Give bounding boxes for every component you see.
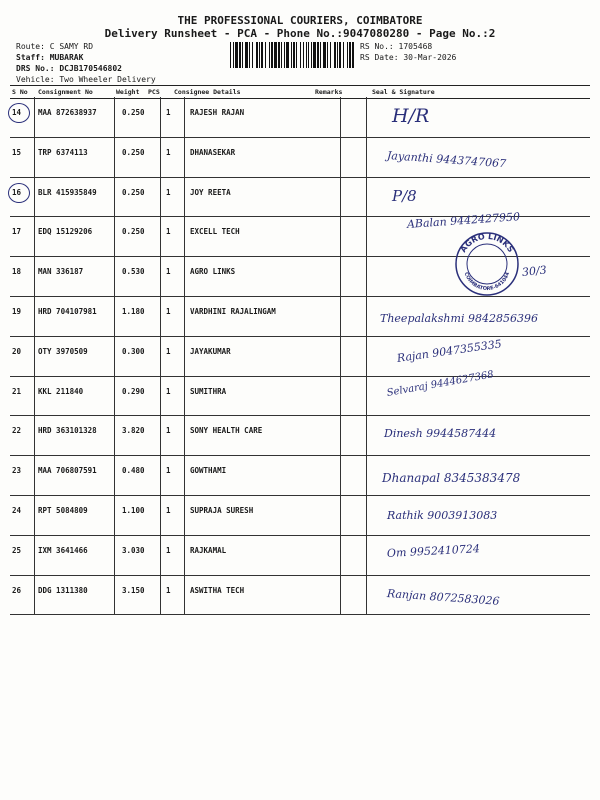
column-divider <box>34 495 35 535</box>
column-divider <box>340 256 341 296</box>
barcode-bar <box>235 42 238 68</box>
col-consignee-details: Consignee Details <box>174 88 241 96</box>
row-consignee-name: RAJESH RAJAN <box>190 108 245 117</box>
row-consignment-no: BLR 415935849 <box>38 187 97 197</box>
row-weight: 0.250 <box>122 227 145 237</box>
barcode-bar <box>230 42 231 68</box>
row-consignment-no: IXM 3641466 <box>38 545 88 555</box>
row-weight: 3.030 <box>122 545 145 555</box>
barcode-bar <box>293 42 295 68</box>
column-divider <box>184 336 185 376</box>
column-divider <box>340 97 341 137</box>
row-pcs: 1 <box>166 147 171 157</box>
table-row <box>10 495 590 536</box>
row-consignee-name: SONY HEALTH CARE <box>190 426 263 436</box>
barcode-bar <box>330 42 331 68</box>
row-consignee-name: DHANASEKAR <box>190 147 236 157</box>
column-divider <box>160 415 161 455</box>
row-sno: 19 <box>12 307 22 316</box>
column-divider <box>340 415 341 455</box>
column-divider <box>160 495 161 535</box>
column-divider <box>160 97 161 137</box>
column-divider <box>34 535 35 575</box>
row-weight: 0.250 <box>122 187 145 197</box>
row-weight: 3.150 <box>122 585 145 595</box>
barcode-bar <box>327 42 328 68</box>
barcode-bar <box>352 42 354 68</box>
circled-serial-mark <box>8 183 30 203</box>
barcode-bar <box>347 42 348 68</box>
barcode-bar <box>281 42 282 68</box>
column-divider <box>184 177 185 217</box>
column-divider <box>160 296 161 336</box>
column-divider <box>340 575 341 615</box>
column-divider <box>184 495 185 535</box>
row-sno: 20 <box>12 346 22 356</box>
column-divider <box>340 137 341 177</box>
stamp-top-text: AGRO LINKS <box>458 231 516 254</box>
stamp-bottom-text: COIMBATORE-641044 <box>462 271 512 293</box>
barcode-bar <box>284 42 285 68</box>
barcode-bar <box>323 42 326 68</box>
vehicle-label: Vehicle: Two Wheeler Delivery <box>16 75 156 84</box>
column-divider <box>34 216 35 256</box>
row-pcs: 1 <box>166 187 171 197</box>
column-divider <box>34 177 35 217</box>
row-pcs: 1 <box>166 227 171 237</box>
row-consignment-no: DDG 1311380 <box>38 585 88 595</box>
handwritten-signature: Jayanthi 9443747067 <box>386 148 507 171</box>
table-row <box>10 137 590 178</box>
column-divider <box>366 137 367 177</box>
handwritten-signature: ABalan 9442427950 <box>406 210 521 232</box>
table-row <box>10 575 590 616</box>
column-divider <box>160 535 161 575</box>
handwritten-signature: Rajan 9047355335 <box>396 337 503 365</box>
barcode-bar <box>278 42 280 68</box>
barcode-bar <box>286 42 289 68</box>
barcode-image <box>230 42 354 68</box>
column-divider <box>366 495 367 535</box>
row-consignment-no: TRP 6374113 <box>38 147 88 157</box>
row-consignee-name: AGRO LINKS <box>190 267 236 277</box>
row-weight: 0.250 <box>122 147 145 157</box>
barcode-bar <box>291 42 292 68</box>
handwritten-signature: Selvaraj 9444627368 <box>386 368 495 399</box>
row-sno: 18 <box>12 267 22 277</box>
handwritten-signature: 30/3 <box>521 263 548 280</box>
barcode-bar <box>259 42 260 68</box>
column-divider <box>340 535 341 575</box>
column-divider <box>114 336 115 376</box>
column-divider <box>114 216 115 256</box>
column-divider <box>366 336 367 376</box>
barcode-bar <box>233 42 234 68</box>
column-divider <box>366 177 367 217</box>
row-consignee-name: ASWITHA TECH <box>190 585 245 595</box>
column-divider <box>340 376 341 416</box>
column-divider <box>366 415 367 455</box>
column-divider <box>184 455 185 495</box>
handwritten-signature: Ranjan 8072583026 <box>386 586 500 608</box>
column-divider <box>114 455 115 495</box>
column-divider <box>160 376 161 416</box>
column-divider <box>114 296 115 336</box>
column-divider <box>160 336 161 376</box>
rs-number: RS No.: 1705468 <box>360 42 433 51</box>
barcode-bar <box>306 42 307 68</box>
row-consignee-name: EXCELL TECH <box>190 227 240 237</box>
column-divider <box>366 296 367 336</box>
staff-label: Staff: MUBARAK <box>16 53 84 62</box>
row-pcs: 1 <box>166 585 171 595</box>
row-consignment-no: RPT 5084809 <box>38 506 88 515</box>
row-pcs: 1 <box>166 346 171 356</box>
barcode-bar <box>245 42 248 68</box>
row-consignee-name: SUPRAJA SURESH <box>190 506 254 515</box>
row-pcs: 1 <box>166 267 171 277</box>
barcode-bar <box>256 42 258 68</box>
column-divider <box>340 495 341 535</box>
barcode-bar <box>252 42 253 68</box>
row-sno: 16 <box>12 187 22 197</box>
row-weight: 0.290 <box>122 386 145 396</box>
row-sno: 21 <box>12 386 22 396</box>
row-consignment-no: EDQ 15129206 <box>38 227 93 237</box>
col-seal-signature: Seal & Signature <box>372 88 435 96</box>
row-weight: 0.300 <box>122 346 145 356</box>
column-divider <box>114 415 115 455</box>
circled-serial-mark <box>8 103 30 123</box>
row-consignment-no: KKL 211840 <box>38 386 84 396</box>
column-divider <box>160 575 161 615</box>
row-consignment-no: HRD 704107981 <box>38 307 97 316</box>
barcode-bar <box>311 42 312 68</box>
agro-links-stamp <box>454 231 520 297</box>
table-row <box>10 535 590 576</box>
barcode-bar <box>337 42 338 68</box>
barcode-bar <box>249 42 250 68</box>
row-weight: 0.480 <box>122 466 145 476</box>
col-remarks: Remarks <box>315 88 343 96</box>
handwritten-signature: Dhanapal 8345383478 <box>382 471 521 486</box>
column-divider <box>366 455 367 495</box>
row-weight: 3.820 <box>122 426 145 436</box>
row-consignment-no: MAN 336187 <box>38 267 84 277</box>
column-divider <box>34 296 35 336</box>
column-divider <box>34 415 35 455</box>
column-divider <box>160 216 161 256</box>
column-divider <box>366 97 367 137</box>
column-divider <box>366 575 367 615</box>
row-pcs: 1 <box>166 506 171 515</box>
svg-text:AGRO LINKS <box>459 232 516 254</box>
row-pcs: 1 <box>166 466 171 476</box>
column-divider <box>114 137 115 177</box>
column-divider <box>340 455 341 495</box>
column-divider <box>160 137 161 177</box>
column-divider <box>184 376 185 416</box>
column-divider <box>184 137 185 177</box>
barcode-bar <box>313 42 316 68</box>
table-row <box>10 415 590 456</box>
row-sno: 15 <box>12 147 22 157</box>
barcode-bar <box>269 42 270 68</box>
barcode-bar <box>317 42 319 68</box>
column-divider <box>34 256 35 296</box>
table-row <box>10 455 590 496</box>
handwritten-signature: P/8 <box>392 186 417 205</box>
row-consignment-no: MAA 706807591 <box>38 466 97 476</box>
barcode-bar <box>261 42 263 68</box>
table-row <box>10 97 590 138</box>
handwritten-signature: Theepalakshmi 9842856396 <box>380 312 538 325</box>
column-divider <box>114 256 115 296</box>
barcode-bar <box>296 42 297 68</box>
barcode-bar <box>303 42 304 68</box>
row-sno: 17 <box>12 227 22 237</box>
row-consignment-no: MAA 872638937 <box>38 108 97 117</box>
handwritten-signature: Om 9952410724 <box>386 541 481 560</box>
row-weight: 0.530 <box>122 267 145 277</box>
table-row <box>10 336 590 377</box>
column-divider <box>184 97 185 137</box>
column-divider <box>366 256 367 296</box>
table-row <box>10 368 590 417</box>
row-pcs: 1 <box>166 307 171 316</box>
column-divider <box>160 256 161 296</box>
barcode-bar <box>339 42 341 68</box>
column-divider <box>184 216 185 256</box>
row-weight: 1.180 <box>122 307 145 316</box>
column-divider <box>160 177 161 217</box>
col-consignment: Consignment No <box>38 88 93 96</box>
company-title: THE PROFESSIONAL COURIERS, COIMBATORE <box>177 14 423 27</box>
row-consignee-name: GOWTHAMI <box>190 466 227 476</box>
row-sno: 14 <box>12 108 22 117</box>
row-consignment-no: OTY 3970509 <box>38 346 88 356</box>
barcode-bar <box>265 42 266 68</box>
column-divider <box>160 455 161 495</box>
column-divider <box>114 535 115 575</box>
row-pcs: 1 <box>166 426 171 436</box>
barcode-bar <box>242 42 243 68</box>
runsheet-subtitle: Delivery Runsheet - PCA - Phone No.:9047080280 - Page No.:2 <box>104 27 496 40</box>
barcode-bar <box>300 42 301 68</box>
row-pcs: 1 <box>166 386 171 396</box>
barcode-bar <box>271 42 273 68</box>
row-weight: 1.100 <box>122 506 145 515</box>
column-divider <box>34 575 35 615</box>
handwritten-signature: Rathik 9003913083 <box>387 509 498 522</box>
barcode-bar <box>349 42 351 68</box>
row-pcs: 1 <box>166 545 171 555</box>
handwritten-signature: H/R <box>392 105 430 127</box>
row-sno: 24 <box>12 506 22 515</box>
row-consignee-name: RAJKAMAL <box>190 545 227 555</box>
drs-number: DRS No.: DCJB170546802 <box>16 64 122 73</box>
col-weight: Weight <box>116 88 140 96</box>
row-consignee-name: VARDHINI RAJALINGAM <box>190 307 276 316</box>
column-divider <box>34 137 35 177</box>
column-divider <box>34 97 35 137</box>
handwritten-signature: Dinesh 9944587444 <box>384 427 497 441</box>
column-divider <box>184 535 185 575</box>
rs-date: RS Date: 30-Mar-2026 <box>360 53 457 62</box>
column-divider <box>34 455 35 495</box>
column-divider <box>114 495 115 535</box>
row-consignment-no: HRD 363101328 <box>38 426 97 436</box>
column-divider <box>34 336 35 376</box>
column-divider <box>34 376 35 416</box>
row-consignee-name: SUMITHRA <box>190 386 227 396</box>
col-sno: S No <box>12 88 28 96</box>
column-divider <box>184 415 185 455</box>
row-sno: 25 <box>12 545 22 555</box>
column-divider <box>366 216 367 256</box>
barcode-bar <box>320 42 321 68</box>
row-consignee-name: JAYAKUMAR <box>190 346 231 356</box>
column-divider <box>366 376 367 416</box>
table-row <box>10 296 590 337</box>
route-label: Route: C SAMY RD <box>16 42 94 51</box>
barcode-bar <box>308 42 309 68</box>
column-divider <box>340 177 341 217</box>
row-pcs: 1 <box>166 108 171 117</box>
row-sno: 26 <box>12 585 22 595</box>
column-divider <box>114 376 115 416</box>
row-weight: 0.250 <box>122 108 145 117</box>
barcode-bar <box>239 42 241 68</box>
column-divider <box>114 97 115 137</box>
col-pcs: PCS <box>148 88 160 96</box>
row-sno: 23 <box>12 466 22 476</box>
row-consignee-name: JOY REETA <box>190 187 231 197</box>
barcode-bar <box>274 42 277 68</box>
column-divider <box>184 296 185 336</box>
column-divider <box>114 177 115 217</box>
column-divider <box>340 296 341 336</box>
column-divider <box>114 575 115 615</box>
column-divider <box>340 216 341 256</box>
barcode-bar <box>343 42 344 68</box>
barcode-bar <box>334 42 336 68</box>
column-divider <box>184 575 185 615</box>
column-divider <box>366 535 367 575</box>
column-divider <box>340 336 341 376</box>
column-divider <box>184 256 185 296</box>
row-sno: 22 <box>12 426 22 436</box>
